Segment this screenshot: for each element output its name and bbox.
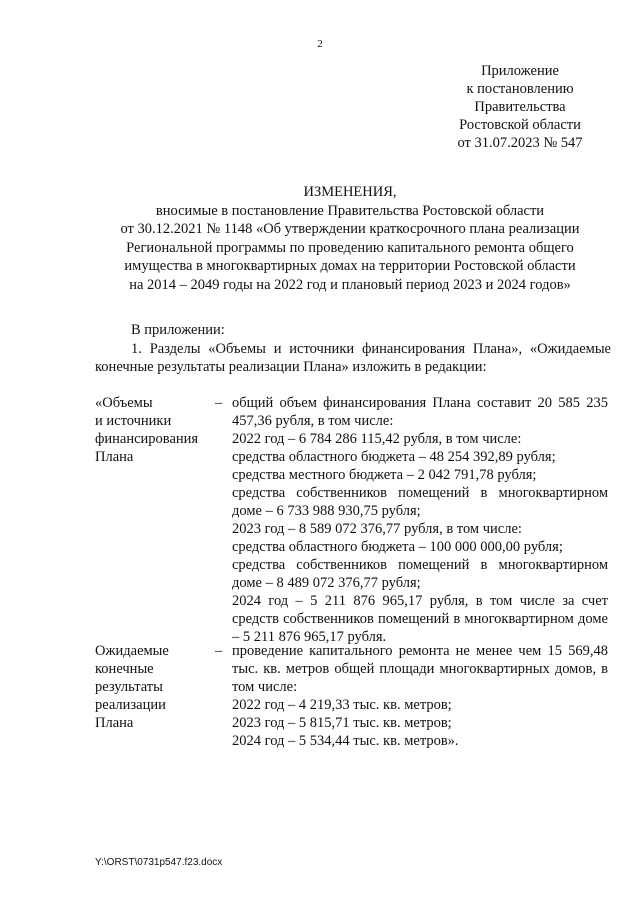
intro-paragraph [95,340,611,376]
label-line: «Объемы [95,395,153,411]
dash: – [215,643,223,659]
title-line: Региональной программы по проведению капитального ремонта общего [126,239,574,256]
financing-item: средства областного бюджета – 100 000 000,00 рубля; [232,539,563,555]
appendix-line: от 31.07.2023 № 547 [457,135,583,151]
results-total: проведение капитального ремонта не менее чем 15 569,48 тыс. кв. метров общей площади многоквартирных домов, в том числе: [232,643,608,695]
file-path-footer: Y:\ORST\0731p547.f23.docx [95,857,223,868]
intro-paragraph-text: 1. Разделы «Объемы и источники финансирования Плана», «Ожидаемые конечные результаты реализации Плана» изложить в редакции: [95,341,611,375]
intro-line: В приложении: [131,322,225,338]
title-heading: ИЗМЕНЕНИЯ, [303,184,397,200]
financing-item: средства собственников помещений в многоквартирном доме – 8 489 072 376,77 рубля; [232,557,608,591]
label-line: Плана [95,449,134,465]
label-line: результаты [95,679,163,695]
financing-2023: 2023 год – 8 589 072 376,77 рубля, в том числе: [232,521,522,537]
appendix-line: Правительства [474,99,566,115]
appendix-block [420,62,620,152]
financing-item: средства областного бюджета – 48 254 392,89 рубля; [232,449,556,465]
section-label [95,394,215,466]
label-line: конечные [95,661,154,677]
title-line: имущества в многоквартирных домах на территории Ростовской области [124,258,576,274]
title-line: от 30.12.2021 № 1148 «Об утверждении краткосрочного плана реализации [120,221,580,237]
appendix-line: Ростовской области [459,117,581,133]
results-2024: 2024 год – 5 534,44 тыс. кв. метров». [232,733,459,749]
document-title [80,183,620,294]
label-line: финансирования [95,431,199,447]
financing-2024: 2024 год – 5 211 876 965,17 рубля, в том числе за счет средств собственников помещений в многоквартирном доме – 5 211 876 965,17 рубля. [232,593,608,645]
title-line: на 2014 – 2049 годы на 2022 год и плановый период 2023 и 2024 годов» [129,276,571,293]
label-line: и источники [95,413,172,429]
financing-total: общий объем финансирования Плана составит 20 585 235 457,36 рубля, в том числе: [232,395,608,429]
financing-2022: 2022 год – 6 784 286 115,42 рубля, в том числе: [232,431,522,447]
title-line: вносимые в постановление Правительства Ростовской области [155,202,545,219]
label-line: Ожидаемые [95,643,169,659]
section-text [232,394,608,646]
results-2022: 2022 год – 4 219,33 тыс. кв. метров; [232,697,452,713]
section-label [95,642,215,732]
page-number: 2 [317,38,323,50]
appendix-line: к постановлению [466,81,574,97]
label-line: Плана [95,715,134,731]
label-line: реализации [95,697,166,713]
appendix-line: Приложение [481,63,559,79]
financing-item: средства собственников помещений в многоквартирном доме – 6 733 988 930,75 рубля; [232,485,608,519]
dash: – [215,395,223,411]
section-text [232,642,608,750]
results-2023: 2023 год – 5 815,71 тыс. кв. метров; [232,715,452,731]
financing-item: средства местного бюджета – 2 042 791,78 рубля; [232,467,537,483]
